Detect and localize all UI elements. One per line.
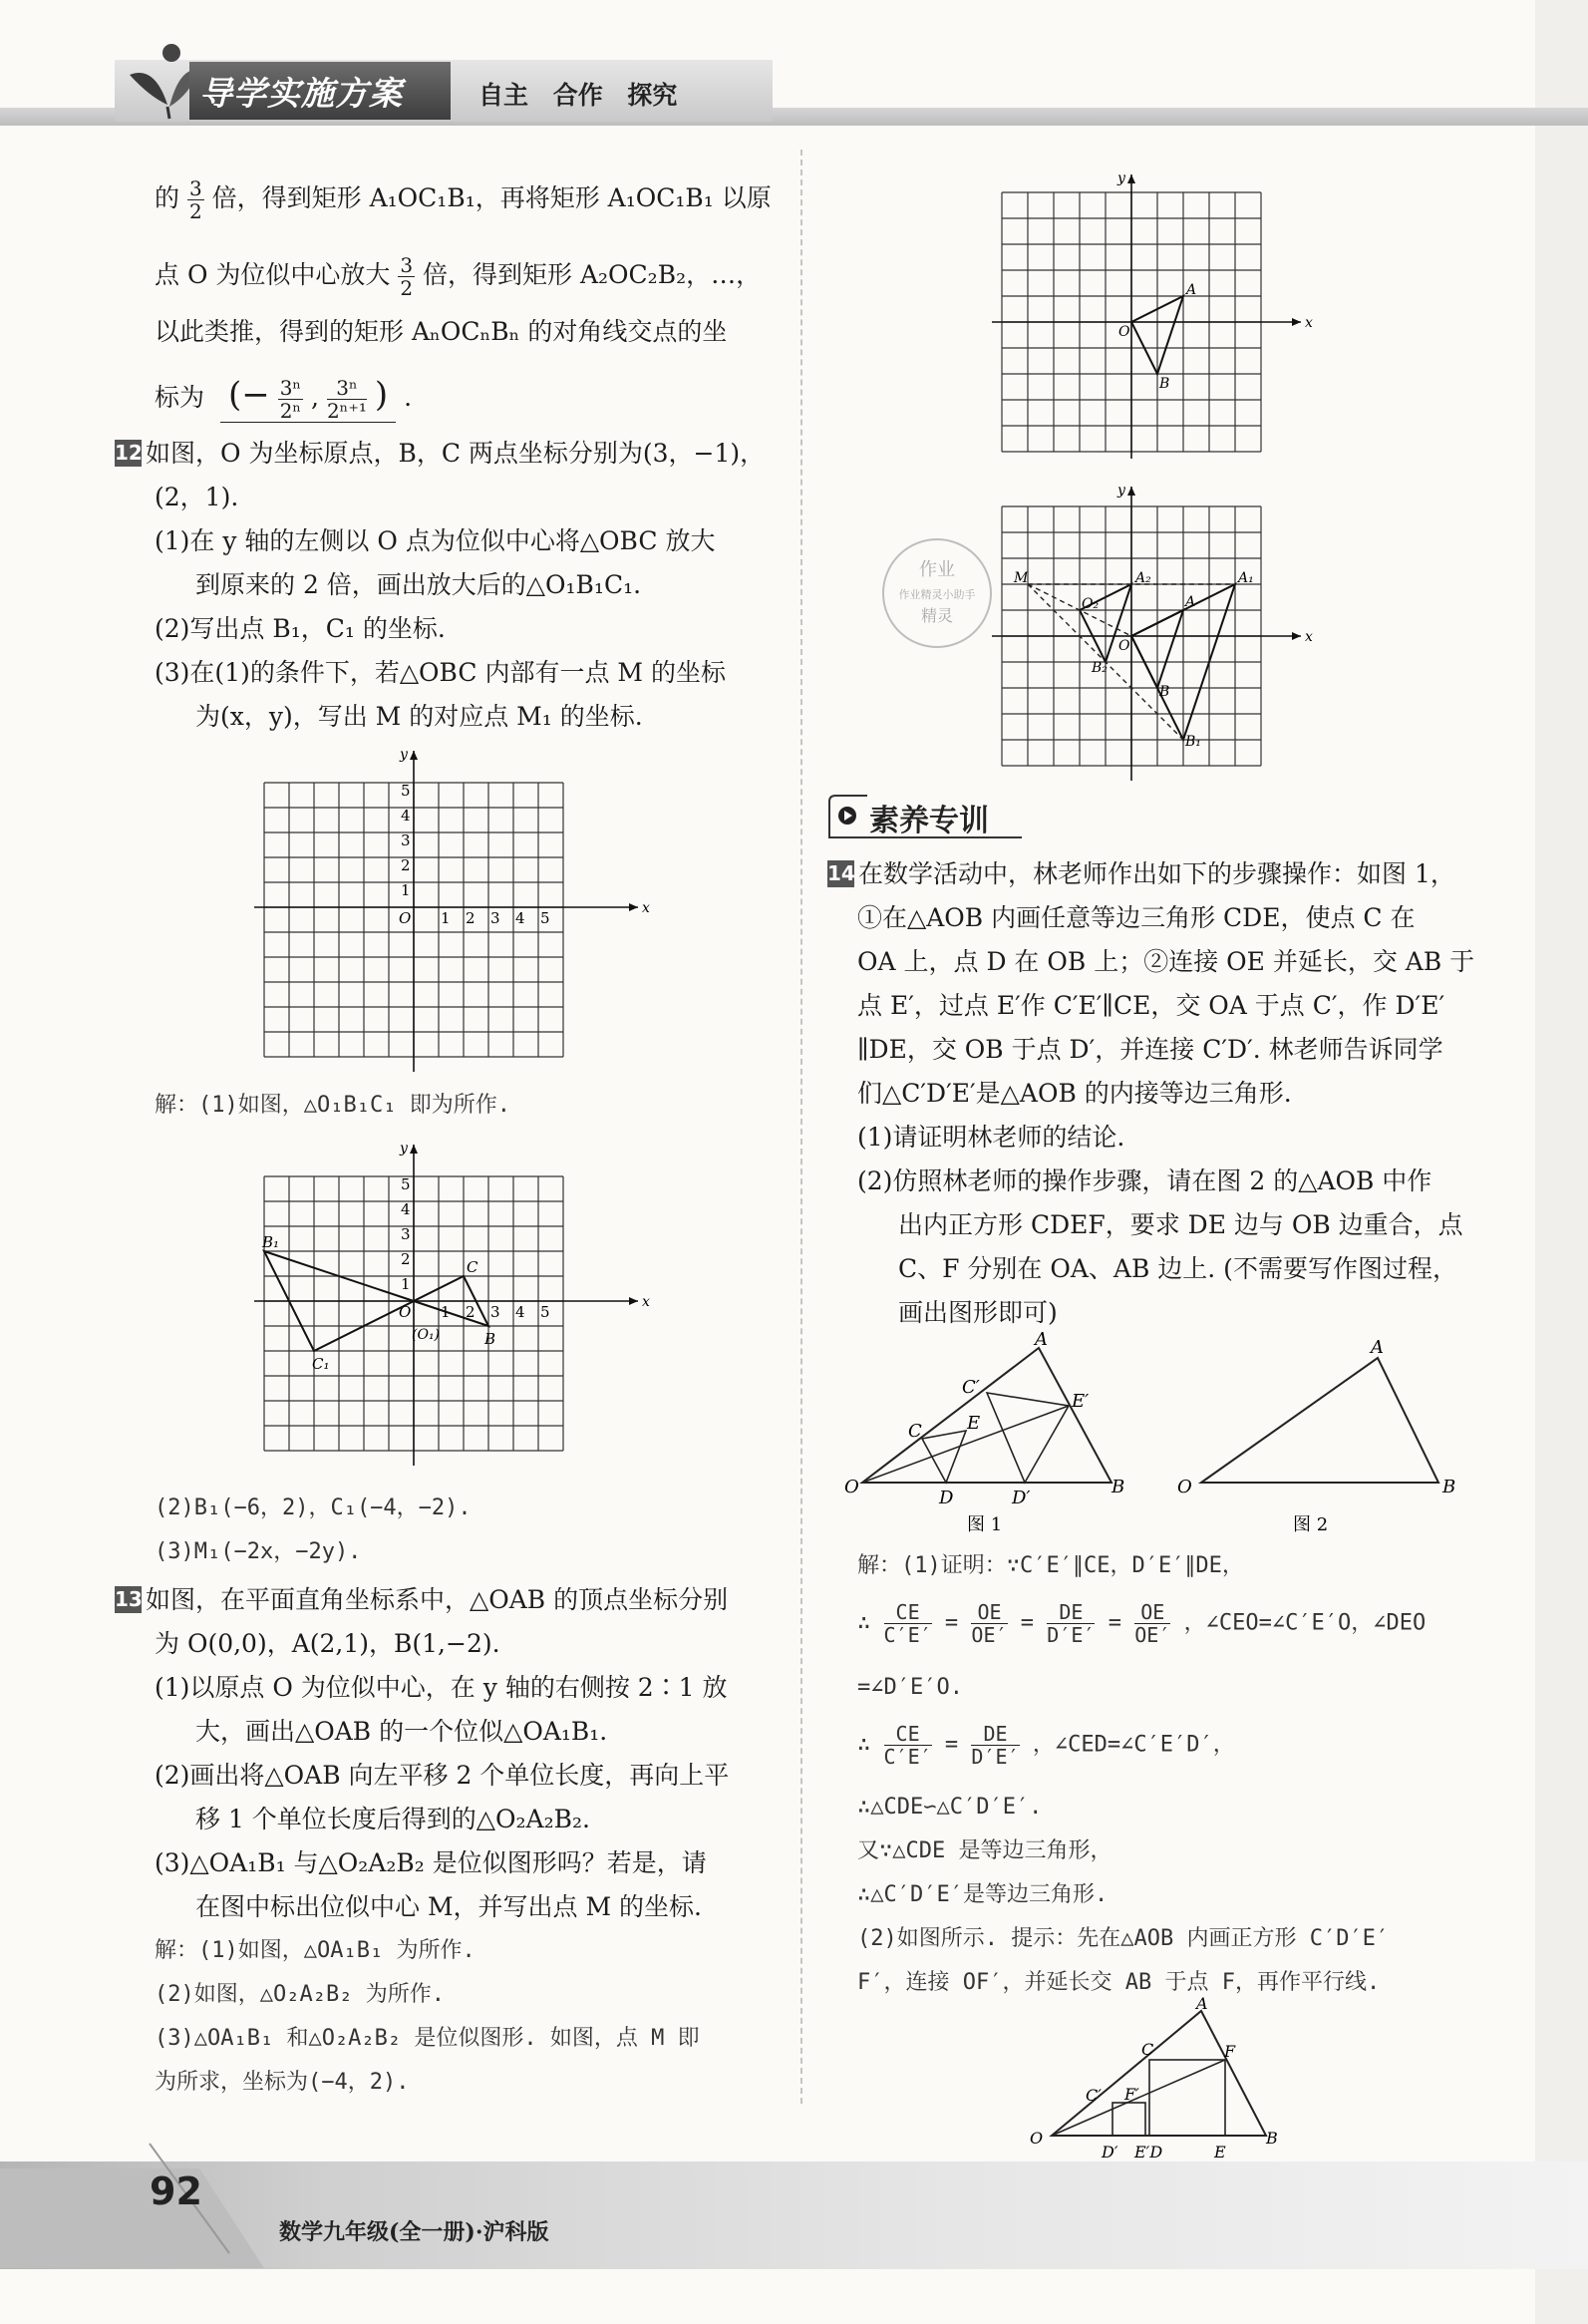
y-tick-label: 5 <box>401 782 411 800</box>
svg-text:O: O <box>844 1477 859 1497</box>
y-axis-label: y <box>400 747 408 763</box>
p13-q2b: 移 1 个单位长度后得到的△O₂A₂B₂. <box>195 1805 590 1833</box>
p14-sol3: =∠D′E′O. <box>857 1675 963 1700</box>
p12-sol1: 解：(1)如图，△O₁B₁C₁ 即为所作. <box>155 1093 510 1118</box>
y-axis-arrow <box>410 1145 418 1154</box>
svg-text:E: E <box>1214 2143 1226 2161</box>
origin-label: O <box>1118 324 1130 340</box>
p14-q2b: 出内正方形 CDEF，要求 DE 边与 OB 边重合，点 <box>898 1210 1463 1239</box>
y-tick-label: 3 <box>401 831 411 849</box>
x-axis-arrow <box>629 1297 638 1305</box>
p14-q2a: (2)仿照林老师的操作步骤，请在图 2 的△AOB 中作 <box>857 1166 1432 1195</box>
p12-solution-grid <box>249 1137 648 1476</box>
point-C-label: C <box>467 1258 478 1276</box>
svg-text:O: O <box>1030 2129 1044 2148</box>
page-number: 92 <box>150 2169 202 2213</box>
p14-q2d: 画出图形即可) <box>898 1298 1058 1327</box>
svg-text:A: A <box>1035 1329 1048 1350</box>
svg-text:C: C <box>1141 2040 1154 2059</box>
p13-q1b: 大，画出△OAB 的一个位似△OA₁B₁. <box>195 1717 608 1746</box>
y-axis-arrow <box>410 751 418 760</box>
p14-s4: 点 E′，过点 E′作 C′E′∥CE，交 OA 于点 C′，作 D′E′ <box>857 991 1445 1020</box>
p12-empty-grid <box>249 743 648 1082</box>
svg-text:E′: E′ <box>1072 1391 1090 1412</box>
p12-q3a: (3)在(1)的条件下，若△OBC 内部有一点 M 的坐标 <box>155 658 726 687</box>
p13-solution-grid <box>992 483 1331 786</box>
point-A-label: A <box>1185 594 1196 610</box>
point-B-label: B <box>484 1330 496 1348</box>
svg-text:C′: C′ <box>962 1377 980 1398</box>
svg-text:C′: C′ <box>1086 2086 1102 2105</box>
y-axis-label: y <box>1117 483 1125 498</box>
p14-sol5: ∴△CDE∽△C′D′E′. <box>857 1795 1043 1820</box>
y-tick-label: 4 <box>401 807 411 825</box>
svg-text:E′D: E′D <box>1134 2143 1163 2161</box>
svg-text:精灵: 精灵 <box>920 606 954 625</box>
point-O2-label: O₂ <box>1082 596 1100 612</box>
p12-sol2: (2)B₁(−6，2)，C₁(−4，−2). <box>155 1495 472 1520</box>
p14-figure2 <box>1171 1331 1470 1540</box>
y-axis-arrow <box>1127 174 1135 183</box>
x-axis-label: x <box>1305 629 1313 645</box>
p14-sol7: ∴△C′D′E′是等边三角形. <box>857 1882 1109 1907</box>
p12-stem-line2: (2，1). <box>155 483 239 511</box>
p12-q1a: (1)在 y 轴的左侧以 O 点为位似中心将△OBC 放大 <box>155 526 716 555</box>
svg-text:图 2: 图 2 <box>1293 1514 1329 1535</box>
x-axis-label: x <box>1305 315 1313 331</box>
point-A1-label: A₁ <box>1238 570 1254 586</box>
x-tick-label: 5 <box>540 1303 550 1321</box>
p12-stem-line1: 12 如图，O 为坐标原点，B，C 两点坐标分别为(3，−1)， <box>115 439 766 468</box>
p11-line4: 标为 (− $\frac{\text{3ⁿ}}{\text{2ⁿ}}$ , $\frac{\text{3ⁿ}}{\text{2ⁿ⁺¹}}$ ) . <box>155 375 413 423</box>
point-B1-label: B₁ <box>262 1233 280 1251</box>
p14-sol2: ∴ $\frac{CE}{C'E'}$ = $\frac{OE}{OE'}$ = $\frac{DE}{D'E'}$ = $\frac{OE}{OE'}$ ，∠CEO=∠C′E′O，∠DEO <box>857 1600 1427 1647</box>
x-axis-arrow <box>629 903 638 911</box>
svg-text:C: C <box>908 1421 922 1442</box>
y-axis-label: y <box>1117 170 1125 186</box>
svg-text:作业: 作业 <box>919 559 955 580</box>
x-tick-label: 4 <box>515 1303 525 1321</box>
p12-sol3: (3)M₁(−2x，−2y). <box>155 1539 362 1564</box>
svg-text:F: F <box>1224 2042 1236 2061</box>
p13-q3b: 在图中标出位似中心 M，并写出点 M 的坐标. <box>195 1892 702 1921</box>
p13-stem-line2: 为 O(0,0)，A(2,1)，B(1,−2). <box>155 1629 500 1658</box>
x-axis-label: x <box>642 1294 650 1310</box>
header-title: 导学实施方案 <box>199 74 403 113</box>
svg-text:F′: F′ <box>1124 2085 1139 2104</box>
x-tick-label: 1 <box>441 909 451 927</box>
p13-stem-line1: 13 如图，在平面直角坐标系中，△OAB 的顶点坐标分别 <box>115 1585 729 1614</box>
origin-label: O <box>399 1303 412 1321</box>
x-tick-label: 2 <box>466 909 476 927</box>
y-tick-label: 3 <box>401 1225 411 1243</box>
p13-q3a: (3)△OA₁B₁ 与△O₂A₂B₂ 是位似图形吗？若是，请 <box>155 1848 707 1877</box>
y-tick-label: 5 <box>401 1175 411 1193</box>
p11-line2: 点 O 为位似中心放大 $\frac{3}{2}$ 倍，得到矩形 A₂OC₂B₂，…， <box>155 253 762 300</box>
point-B1-label: B₁ <box>1185 734 1201 750</box>
p13-q1a: (1)以原点 O 为位似中心，在 y 轴的右侧按 2∶1 放 <box>155 1673 728 1702</box>
y-tick-label: 1 <box>401 881 411 899</box>
stamp-watermark <box>877 533 997 653</box>
x-tick-label: 2 <box>466 1303 476 1321</box>
p13-sol3a: (3)△OA₁B₁ 和△O₂A₂B₂ 是位似图形. 如图，点 M 即 <box>155 2026 700 2051</box>
point-A2-label: A₂ <box>1135 570 1151 586</box>
p13-sol3b: 为所求，坐标为(−4，2). <box>155 2070 410 2095</box>
p13-sol2: (2)如图，△O₂A₂B₂ 为所作. <box>155 1982 445 2007</box>
svg-text:图 1: 图 1 <box>967 1514 1003 1535</box>
x-tick-label: 5 <box>540 909 550 927</box>
p14-s5: ∥DE，交 OB 于点 D′，并连接 C′D′. 林老师告诉同学 <box>857 1035 1443 1064</box>
svg-text:D′: D′ <box>1012 1488 1031 1508</box>
p12-q1b: 到原来的 2 倍，画出放大后的△O₁B₁C₁. <box>195 570 642 599</box>
p13-q2a: (2)画出将△OAB 向左平移 2 个单位长度，再向上平 <box>155 1761 730 1790</box>
x-axis-arrow <box>1292 318 1301 326</box>
p14-s6: 们△C′D′E′是△AOB 的内接等边三角形. <box>857 1079 1292 1108</box>
right-margin-strip <box>1535 0 1588 2324</box>
p14-sol8: (2)如图所示. 提示：先在△AOB 内画正方形 C′D′E′ <box>857 1926 1390 1951</box>
p14-sol4: ∴ $\frac{CE}{C'E'}$ = $\frac{DE}{D'E'}$ ，∠CED=∠C′E′D′， <box>857 1722 1235 1769</box>
p14-sol6: 又∵△CDE 是等边三角形， <box>857 1838 1112 1863</box>
svg-text:D′: D′ <box>1102 2143 1118 2161</box>
column-divider <box>800 150 802 2104</box>
svg-text:B: B <box>1112 1477 1125 1497</box>
svg-text:O: O <box>1177 1477 1192 1497</box>
svg-text:E: E <box>967 1413 981 1434</box>
p14-figure1 <box>842 1331 1141 1540</box>
point-C1-label: C₁ <box>312 1355 330 1373</box>
p13-sol1: 解：(1)如图，△OA₁B₁ 为所作. <box>155 1938 476 1963</box>
p14-q1: (1)请证明林老师的结论. <box>857 1123 1125 1152</box>
x-tick-label: 4 <box>515 909 525 927</box>
x-tick-label: 3 <box>490 909 500 927</box>
origin-label: O <box>1118 638 1130 654</box>
svg-text:D: D <box>939 1488 954 1508</box>
svg-text:作业精灵小助手: 作业精灵小助手 <box>898 588 976 601</box>
section-title: 素养专训 <box>869 804 989 838</box>
point-A-label: A <box>1186 282 1197 298</box>
point-M-label: M <box>1014 570 1029 586</box>
p14-s3: OA 上，点 D 在 OB 上；②连接 OE 并延长，交 AB 于 <box>857 947 1475 976</box>
point-B-label: B <box>1159 376 1170 392</box>
x-tick-label: 1 <box>441 1303 451 1321</box>
p14-solution-figure <box>1022 1994 1301 2163</box>
svg-text:B: B <box>1442 1477 1456 1497</box>
x-axis-label: x <box>642 900 650 916</box>
y-axis-arrow <box>1127 487 1135 496</box>
p14-sol9: F′，连接 OF′，并延长交 AB 于点 F，再作平行线. <box>857 1970 1381 1995</box>
svg-text:A: A <box>1196 1994 1208 2013</box>
y-tick-label: 2 <box>401 1250 411 1268</box>
svg-text:B: B <box>1266 2129 1278 2148</box>
y-tick-label: 1 <box>401 1275 411 1293</box>
p11-line3: 以此类推，得到的矩形 AₙOCₙBₙ 的对角线交点的坐 <box>155 317 728 346</box>
y-axis-label: y <box>400 1141 408 1157</box>
origin-label: O <box>399 909 412 927</box>
p12-q3b: 为(x，y)，写出 M 的对应点 M₁ 的坐标. <box>195 702 643 731</box>
point-B2-label: B₂ <box>1092 660 1108 676</box>
p11-line1: 的 $\frac{3}{2}$ 倍，得到矩形 A₁OC₁B₁，再将矩形 A₁OC₁B₁ 以原 <box>155 176 772 223</box>
x-tick-label: 3 <box>490 1303 500 1321</box>
footer-book-title: 数学九年级(全一册)·沪科版 <box>279 2219 549 2245</box>
p12-q2: (2)写出点 B₁，C₁ 的坐标. <box>155 614 446 643</box>
p14-s2: ①在△AOB 内画任意等边三角形 CDE，使点 C 在 <box>857 903 1416 932</box>
y-tick-label: 4 <box>401 1200 411 1218</box>
point-O1-label: (O₁) <box>412 1327 441 1343</box>
x-axis-arrow <box>1292 632 1301 640</box>
svg-text:A: A <box>1371 1337 1384 1358</box>
p14-s1: 14 在数学活动中，林老师作出如下的步骤操作：如图 1， <box>827 859 1455 888</box>
header-subtitle: 自主 合作 探究 <box>478 81 678 110</box>
y-tick-label: 2 <box>401 856 411 874</box>
point-B-label: B <box>1159 684 1170 700</box>
p13-empty-grid <box>992 170 1331 464</box>
p14-sol1: 解：(1)证明：∵C′E′∥CE，D′E′∥DE， <box>857 1553 1244 1578</box>
p14-q2c: C、F 分别在 OA、AB 边上. (不需要写作图过程， <box>898 1254 1457 1283</box>
